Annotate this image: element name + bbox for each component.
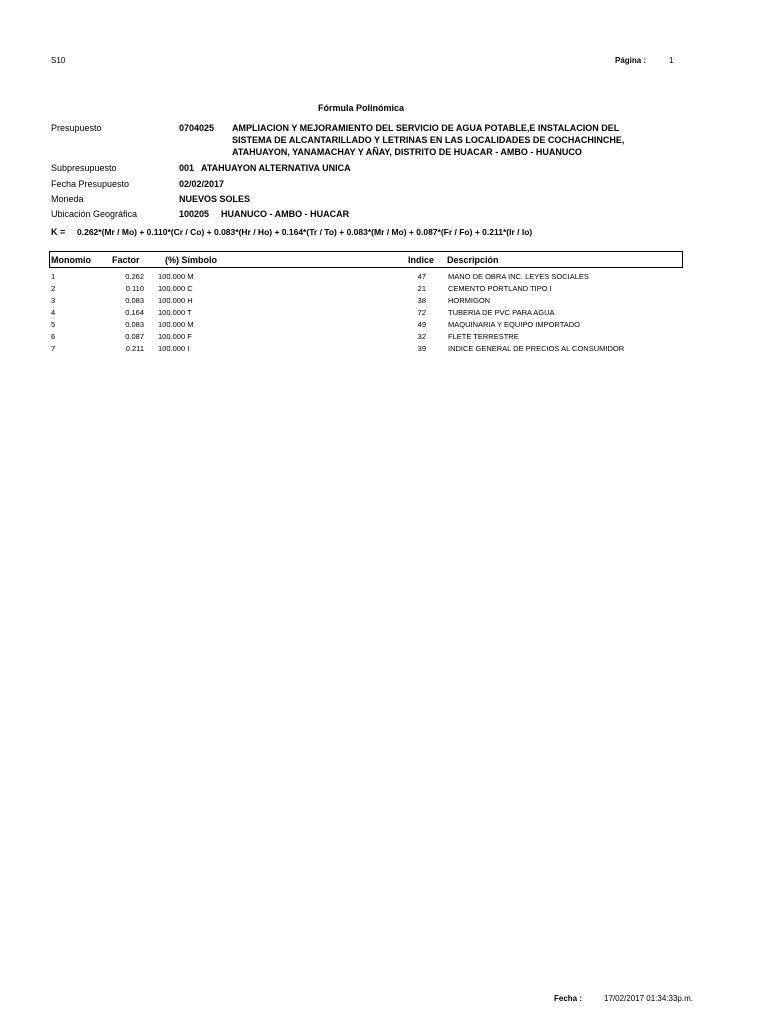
page-title: Fórmula Polinómica [318,103,405,113]
cell-descripcion: MAQUINARIA Y EQUIPO IMPORTADO [448,320,580,329]
ubicacion-code: 100205 [179,209,210,219]
k-label: K = [51,227,66,237]
presupuesto-label: Presupuesto [51,123,102,133]
cell-factor: 0.083 [125,320,144,329]
cell-monomio: 4 [51,308,56,317]
subpresupuesto-label: Subpresupuesto [51,163,117,173]
cell-indice: 32 [417,332,426,341]
cell-descripcion: HORMIGON [448,296,491,305]
table-row [0,296,768,308]
cell-descripcion: INDICE GENERAL DE PRECIOS AL CONSUMIDOR [448,344,625,353]
cell-descripcion: CEMENTO PORTLAND TIPO I [448,284,552,293]
cell-monomio: 3 [51,296,56,305]
cell-symbol: 100.000 H [158,296,193,305]
table-row [0,344,768,356]
cell-symbol: 100.000 F [158,332,192,341]
subpresupuesto-code: 001 [179,163,195,173]
cell-factor: 0.110 [125,284,144,293]
cell-symbol: 100.000 M [158,320,194,329]
table-row [0,284,768,296]
table-header [49,251,683,268]
cell-factor: 0.087 [125,332,144,341]
col-pct-simbolo: (%) Símbolo [165,255,217,265]
cell-symbol: 100.000 I [158,344,190,353]
cell-indice: 47 [417,272,426,281]
cell-symbol: 100.000 M [158,272,194,281]
col-factor: Factor [112,255,140,265]
presupuesto-desc-line-2: SISTEMA DE ALCANTARILLADO Y LETRINAS EN LAS LOCALIDADES DE COCHACHINCHE, [232,135,625,145]
presupuesto-desc-line-1: AMPLIACION Y MEJORAMIENTO DEL SERVICIO DE AGUA POTABLE,E INSTALACION DEL [232,123,620,133]
footer-fecha-value: 17/02/2017 01:34:33p.m. [604,994,693,1003]
col-monomio: Monomio [51,255,91,265]
cell-indice: 49 [417,320,426,329]
moneda-value: NUEVOS SOLES [179,194,251,204]
col-indice: Indice [408,255,435,265]
col-descripcion: Descripción [447,255,499,265]
report-code: S10 [51,56,66,65]
table-row [0,332,768,344]
cell-indice: 21 [417,284,426,293]
ubicacion-label: Ubicación Geográfica [51,209,138,219]
cell-monomio: 1 [51,272,56,281]
footer-fecha-label: Fecha : [554,994,583,1003]
cell-monomio: 5 [51,320,56,329]
table-row [0,320,768,332]
cell-symbol: 100.000 C [158,284,193,293]
subpresupuesto-name: ATAHUAYON ALTERNATIVA UNICA [201,163,351,173]
cell-descripcion: MANO DE OBRA INC. LEYES SOCIALES [448,272,589,281]
cell-indice: 72 [417,308,426,317]
cell-monomio: 2 [51,284,56,293]
presupuesto-code: 0704025 [179,123,215,133]
cell-symbol: 100.000 T [158,308,192,317]
cell-indice: 38 [417,296,426,305]
fecha-presupuesto-value: 02/02/2017 [179,179,225,189]
table-row [0,308,768,320]
formula-expression: 0.262*(Mr / Mo) + 0.110*(Cr / Co) + 0.083*(Hr / Ho) + 0.164*(Tr / To) + 0.083*(Mr / Mo) + 0.087*(Fr / Fo) + 0.211*(Ir / Io) [77,227,533,237]
cell-factor: 0.211 [125,344,144,353]
cell-monomio: 7 [51,344,56,353]
table-row [0,272,768,284]
cell-factor: 0.083 [125,296,144,305]
cell-descripcion: TUBERIA DE PVC PARA AGUA [448,308,555,317]
presupuesto-desc-line-3: ATAHUAYON, YANAMACHAY Y AÑAY, DISTRITO DE HUACAR - AMBO - HUANUCO [232,147,582,157]
page-number: 1 [669,56,674,65]
moneda-label: Moneda [51,194,84,204]
cell-factor: 0.262 [125,272,144,281]
cell-descripcion: FLETE TERRESTRE [448,332,519,341]
cell-factor: 0.164 [125,308,144,317]
page-label: Página : [615,56,647,65]
ubicacion-value: HUANUCO - AMBO - HUACAR [221,209,350,219]
cell-monomio: 6 [51,332,56,341]
cell-indice: 39 [417,344,426,353]
fecha-presupuesto-label: Fecha Presupuesto [51,179,130,189]
